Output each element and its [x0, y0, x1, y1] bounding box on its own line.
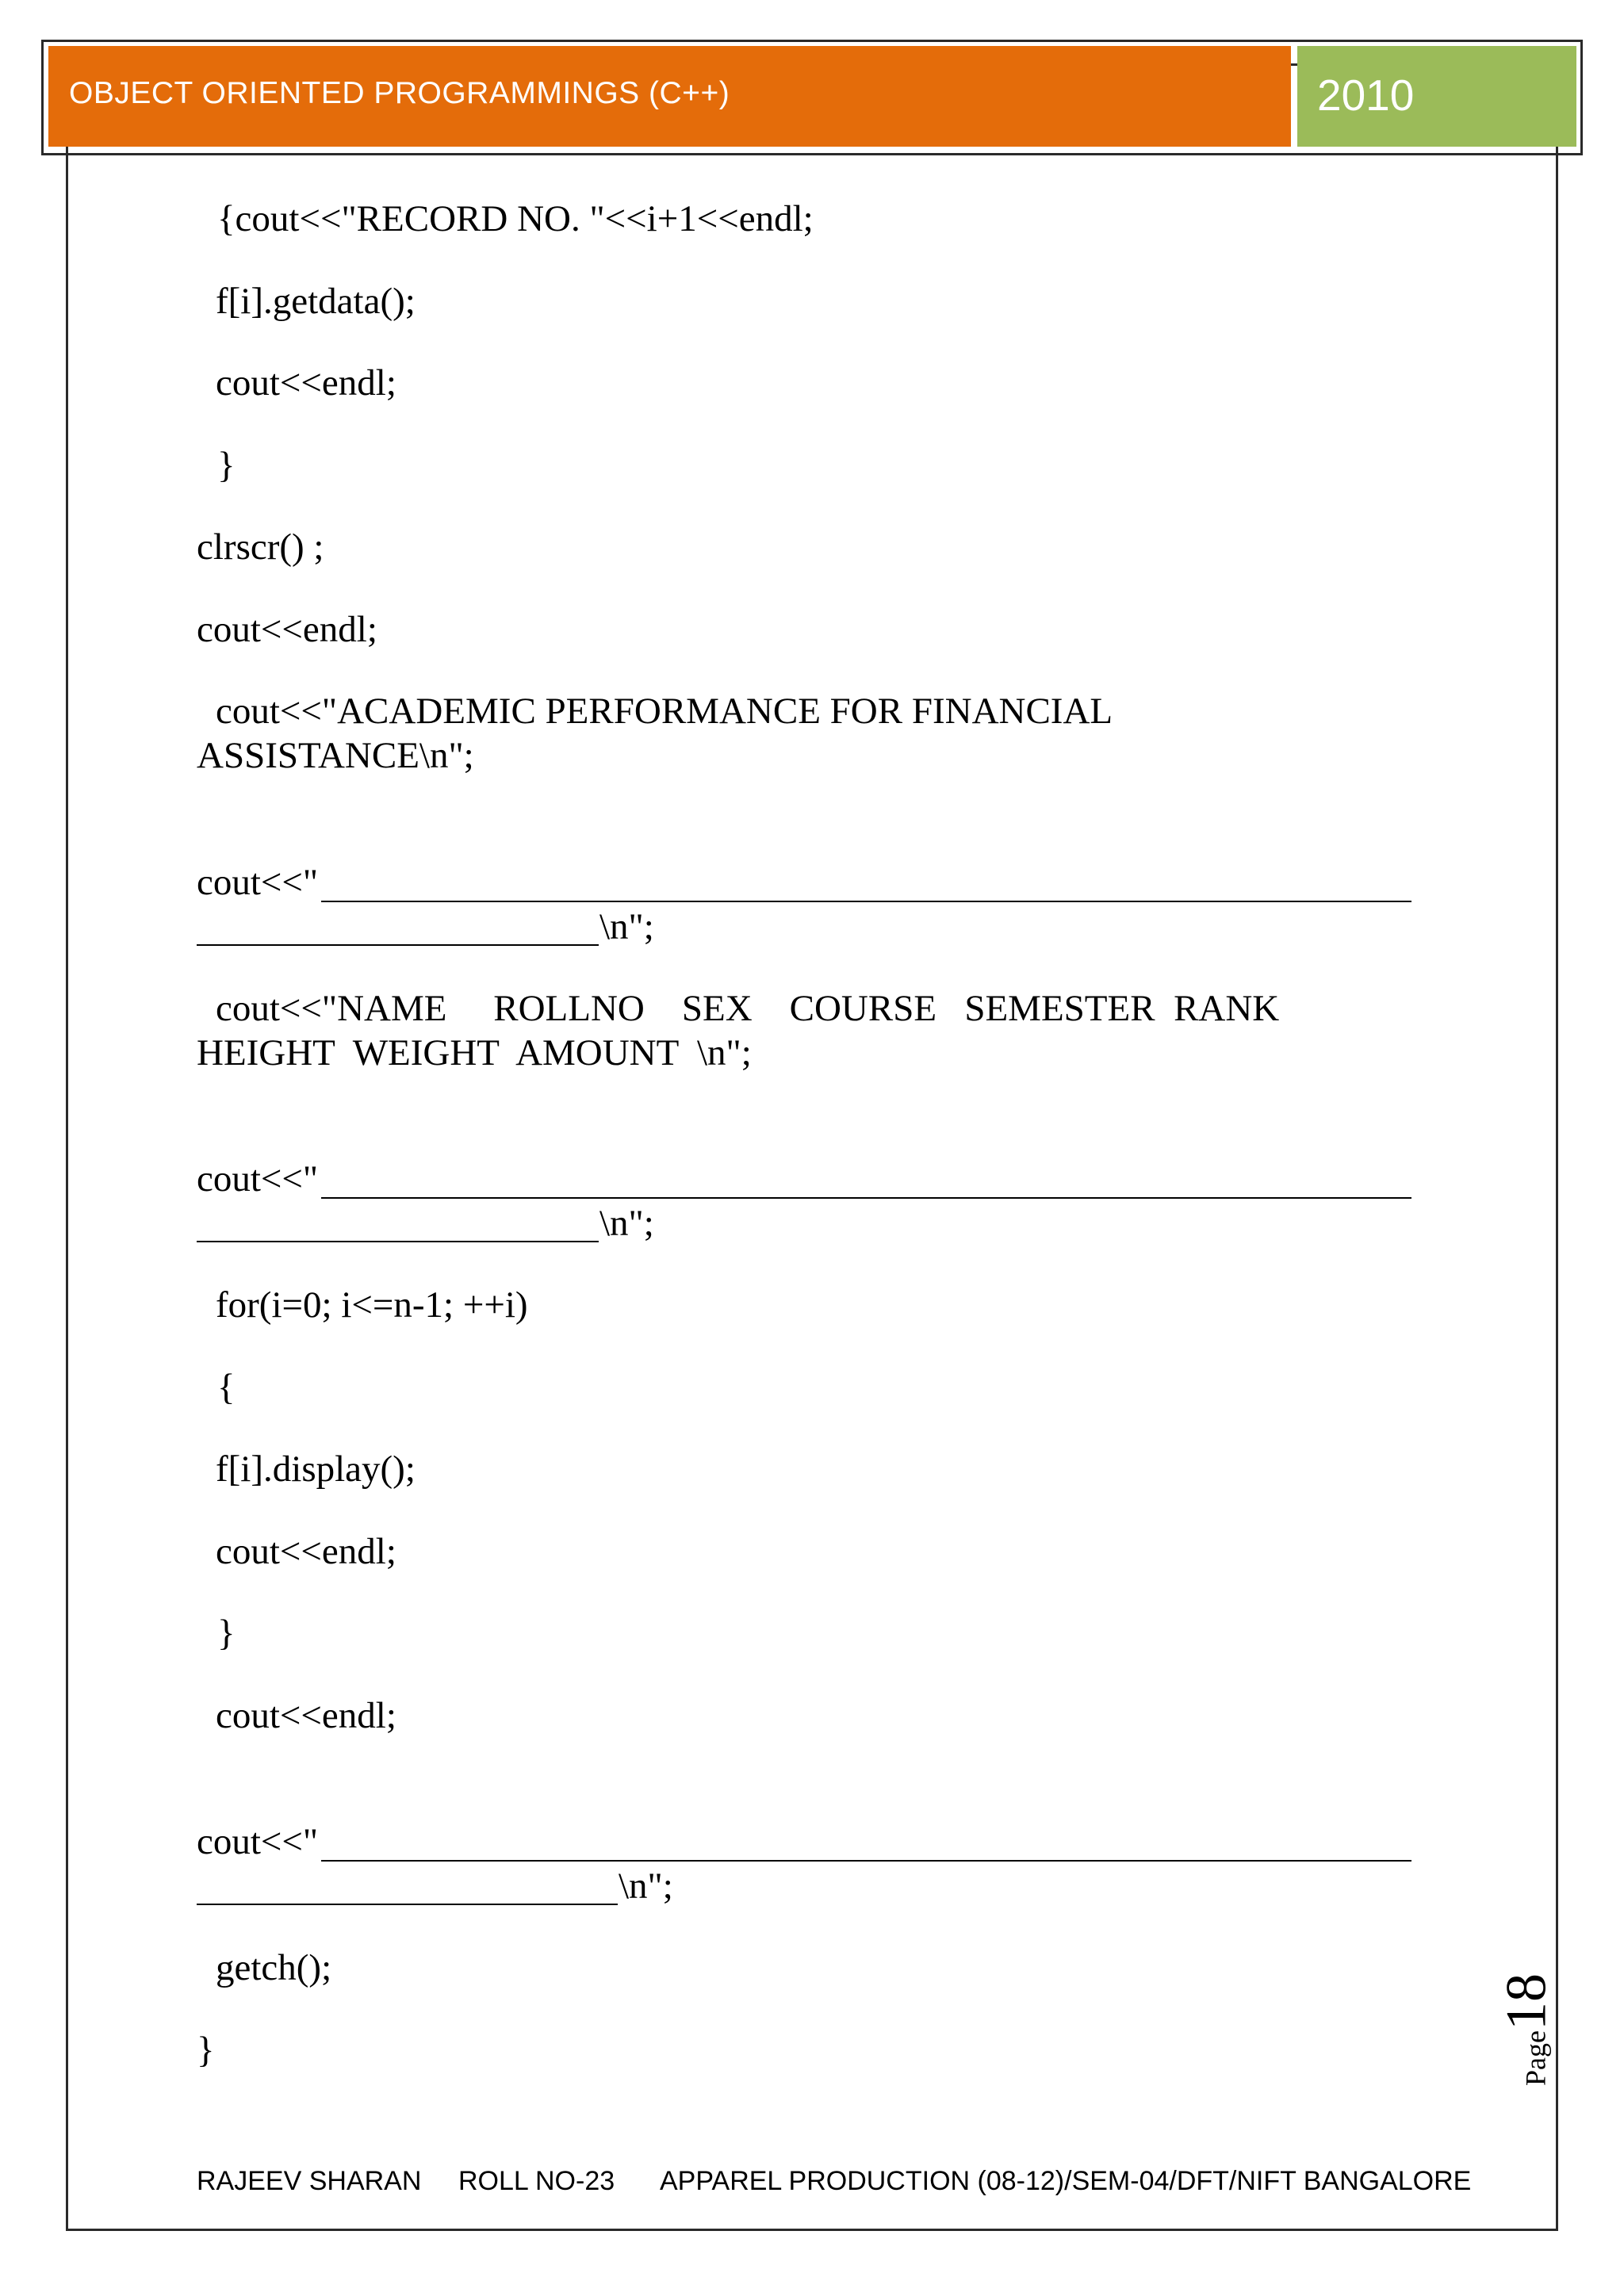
document-year: 2010: [1317, 71, 1415, 120]
page-number-value: 18: [1494, 1973, 1558, 2031]
code-line: cout<<endl;: [216, 1695, 396, 1736]
code-line: cout<<endl;: [216, 1531, 396, 1572]
code-line: cout<<"ACADEMIC PERFORMANCE FOR FINANCIAL: [216, 691, 1113, 732]
footer-course: APPAREL PRODUCTION (08-12)/SEM-04/DFT/NIFT BANGALORE: [660, 2166, 1472, 2196]
code-line: ASSISTANCE\n";: [197, 735, 474, 776]
code-line: cout<<endl;: [197, 609, 377, 650]
code-line: }: [217, 445, 236, 486]
underline-rule: [197, 1904, 618, 1905]
document-title: OBJECT ORIENTED PROGRAMMINGS (C++): [69, 76, 730, 110]
underline-rule: [321, 1860, 1411, 1862]
code-line: HEIGHT WEIGHT AMOUNT \n";: [197, 1032, 752, 1073]
page-label: Page: [1519, 2030, 1552, 2086]
code-line: }: [217, 1613, 236, 1654]
code-line: \n";: [599, 1203, 654, 1244]
code-line: clrscr() ;: [197, 526, 324, 568]
underline-rule: [197, 944, 599, 946]
footer-roll: ROLL NO-23: [458, 2166, 615, 2196]
footer-author: RAJEEV SHARAN: [197, 2166, 422, 2196]
code-line: cout<<": [197, 1158, 319, 1200]
code-line: }: [197, 2030, 215, 2071]
code-line: for(i=0; i<=n-1; ++i): [216, 1284, 528, 1326]
code-line: f[i].getdata();: [216, 281, 416, 322]
code-line: getch();: [216, 1947, 332, 1988]
code-line: \n";: [619, 1866, 673, 1907]
underline-rule: [197, 1241, 599, 1242]
code-line: {: [217, 1367, 236, 1408]
code-line: \n";: [599, 906, 654, 947]
page-number: [1494, 1966, 1558, 2093]
code-line: cout<<": [197, 862, 319, 903]
code-line: cout<<endl;: [216, 362, 396, 404]
code-line: f[i].display();: [216, 1448, 416, 1490]
code-line: cout<<"NAME ROLLNO SEX COURSE SEMESTER RANK: [216, 988, 1280, 1029]
underline-rule: [321, 901, 1411, 902]
code-line: cout<<": [197, 1821, 319, 1862]
code-line: {cout<<"RECORD NO. "<<i+1<<endl;: [217, 198, 814, 239]
underline-rule: [321, 1197, 1411, 1199]
